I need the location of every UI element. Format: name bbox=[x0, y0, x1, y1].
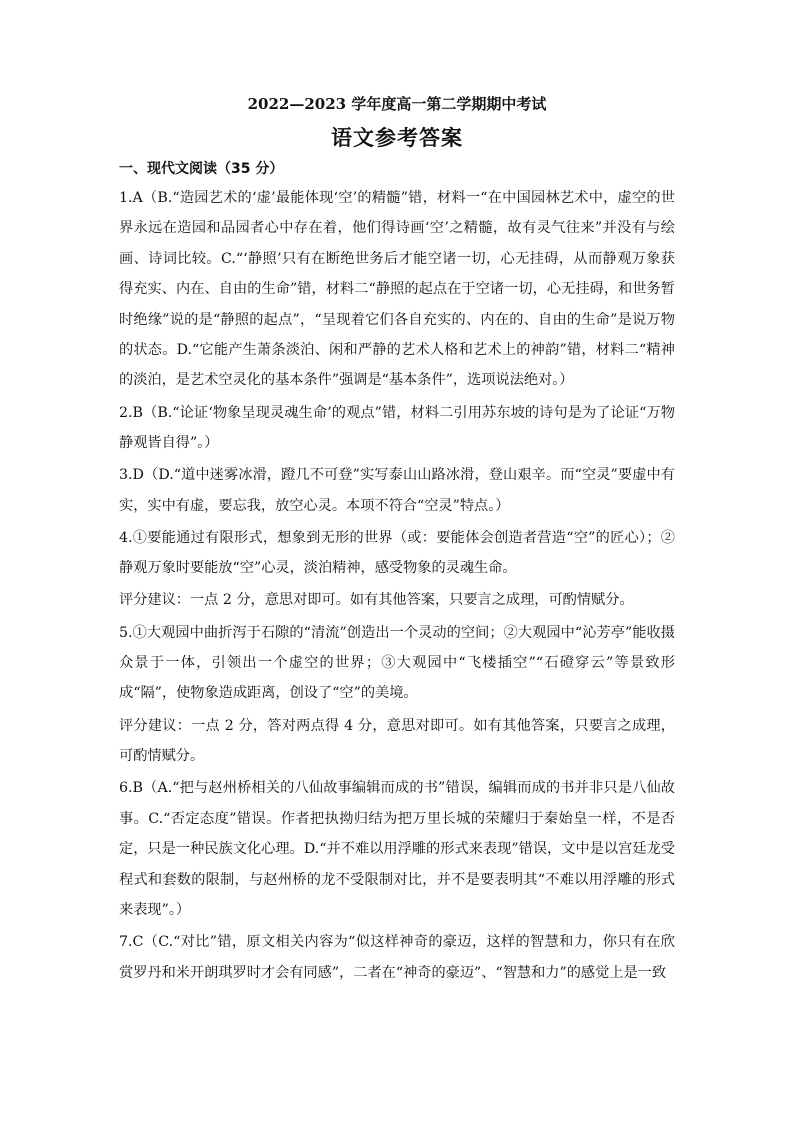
section-heading: 一、现代文阅读（35 分） bbox=[119, 161, 284, 177]
answer-5: 5.①大观园中曲折泻于石隙的“清流”创造出一个灵动的空间；②大观园中“沁芳亭”能收摄众景于一体，引领出一个虚空的世界；③大观园中“飞楼插空”“石磴穿云”等景致形成“隔”，使物象造成距离，创设了“空”的美境。 bbox=[119, 624, 675, 702]
answer-body bbox=[119, 183, 675, 988]
answer-2: 2.B（B.“论证‘物象呈现灵魂生命’的观点”错，材料二引用苏东坡的诗句是为了论证“万物静观皆自得”。） bbox=[119, 404, 675, 452]
exam-title: 2022—2023 学年度高一第二学期期中考试 bbox=[247, 95, 547, 113]
scoring-note-5: 评分建议：一点 2 分，答对两点得 4 分，意思对即可。如有其他答案，只要言之成理，可酌情赋分。 bbox=[119, 717, 675, 765]
answer-7: 7.C（C.“对比”错，原文相关内容为“似这样神奇的豪迈，这样的智慧和力，你只有在欣赏罗丹和米开朗琪罗时才会有同感”，二者在“神奇的豪迈”、“智慧和力”的感觉上是一致 bbox=[119, 934, 675, 981]
answer-3: 3.D（D.“道中迷雾冰滑，蹬几不可登”实写泰山山路冰滑，登山艰辛。而“空灵”要虚中有实，实中有虚，要忘我，放空心灵。本项不符合“空灵”特点。） bbox=[119, 467, 675, 514]
answer-key-title: 语文参考答案 bbox=[331, 125, 463, 150]
answer-6: 6.B（A.“把与赵州桥相关的八仙故事编辑而成的书”错误，编辑而成的书并非只是八仙故事。C.“否定态度”错误。作者把执拗归结为把万里长城的荣耀归于秦始皇一样，不是否定，只是一种民族文化心理。D.“并不难以用浮雕的形式来表现”错误，文中是以宫廷龙受程式和套数的限制，与赵州桥的龙不受限制对比，并不是要表明其“不难以用浮雕的形式来表现”。） bbox=[119, 780, 675, 918]
answer-4: 4.①要能通过有限形式，想象到无形的世界（或：要能体会创造者营造“空”的匠心）；②静观万象时要能放“空”心灵，淡泊精神，感受物象的灵魂生命。 bbox=[119, 529, 675, 577]
answer-1: 1.A（B.“造园艺术的‘虚’最能体现‘空’的精髓”错，材料一“在中国园林艺术中，虚空的世界永远在造园和品园者心中存在着，他们得诗画‘空’之精髓，故有灵气往来”并没有与绘画、诗词比较。C.“‘静照’只有在断绝世务后才能空诸一切，心无挂碍，从而静观万象获得充实、内在、自由的生命”错，材料二“静照的起点在于空诸一切，心无挂碍，和世务暂时绝缘”说的是“静照的起点”，“呈现着它们各自充实的、内在的、自由的生命”是说万物的状态。D.“它能产生萧条淡泊、闲和严静的艺术人格和艺术上的神韵”错，材料二“精神的淡泊，是艺术空灵化的基本条件”强调是“基本条件”，选项说法绝对。） bbox=[119, 190, 675, 389]
scoring-note-4: 评分建议：一点 2 分，意思对即可。如有其他答案，只要言之成理，可酌情赋分。 bbox=[119, 592, 634, 609]
